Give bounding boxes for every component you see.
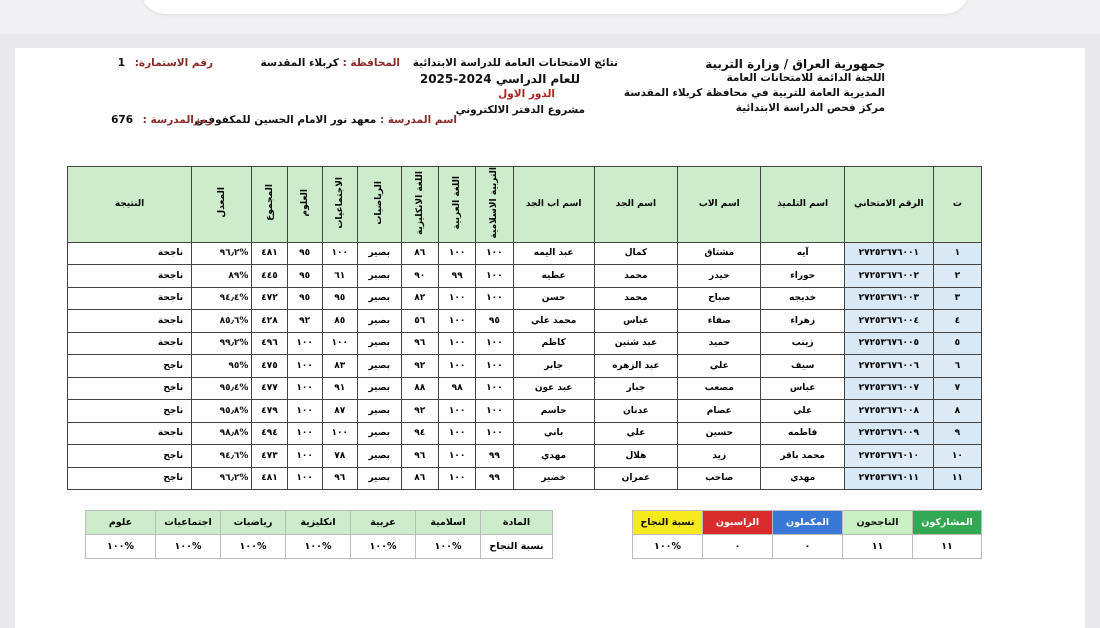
cell-math: بصير: [357, 287, 401, 310]
cell-total: ٤٧٧: [252, 377, 287, 400]
cell-islamic: ١٠٠: [476, 287, 513, 310]
cell-english: ٩٦: [401, 445, 438, 468]
school-code-label: رمزالمدرسة :: [142, 114, 213, 126]
cell-arabic: ٩٨: [438, 377, 475, 400]
cell-great-grandfather-name: جابر: [513, 355, 594, 378]
cell-grandfather-name: عمران: [594, 467, 677, 490]
province-field: [260, 57, 400, 69]
cell-total: ٤٢٨: [252, 310, 287, 333]
cell-math: بصير: [357, 400, 401, 423]
cell-total: ٤٧٣: [252, 445, 287, 468]
cell-islamic: ١٠٠: [476, 400, 513, 423]
cell-math: بصير: [357, 265, 401, 288]
cell-great-grandfather-name: جاسم: [513, 400, 594, 423]
cell-father-name: عصام: [678, 400, 761, 423]
cell-father-name: مشتاق: [678, 242, 761, 265]
cell-social: ٨٥: [322, 310, 357, 333]
cell-grandfather-name: جبار: [594, 377, 677, 400]
subject-summary-header-row: [86, 511, 553, 535]
cell-result: ناجحة: [68, 242, 192, 265]
browser-top-bar: [0, 0, 1100, 34]
rate-math: %١٠٠: [221, 535, 286, 559]
header-round: الدور الاول: [498, 88, 555, 100]
cell-student-name: زينب: [761, 332, 844, 355]
cell-student-name: عباس: [761, 377, 844, 400]
col-header-english: [401, 167, 438, 243]
table-row: [68, 310, 982, 333]
cell-arabic: ١٠٠: [438, 400, 475, 423]
cell-grandfather-name: هلال: [594, 445, 677, 468]
cell-student-name: آيه: [761, 242, 844, 265]
col-header-english-text: اللغة الانكليزية: [414, 170, 425, 235]
school-label: اسم المدرسة :: [379, 114, 457, 126]
participants-header: المشاركون: [913, 511, 982, 535]
cell-grandfather-name: عدنان: [594, 400, 677, 423]
table-row: [68, 445, 982, 468]
cell-arabic: ١٠٠: [438, 242, 475, 265]
cell-exam-number: ٢٧٢٥٣٦٧٦٠٠٤: [844, 310, 933, 333]
cell-arabic: ١٠٠: [438, 332, 475, 355]
col-header-science: [287, 167, 322, 243]
cell-social: ٦١: [322, 265, 357, 288]
cell-arabic: ١٠٠: [438, 310, 475, 333]
cell-total: ٤٧٩: [252, 400, 287, 423]
cell-grandfather-name: محمد: [594, 287, 677, 310]
cell-result: ناجح: [68, 445, 192, 468]
header-year: للعام الدراسي 2024-2025: [419, 72, 580, 86]
failed-value: ٠: [703, 535, 773, 559]
cell-english: ٨٨: [401, 377, 438, 400]
cell-science: ١٠٠: [287, 467, 322, 490]
cell-father-name: صاحب: [678, 467, 761, 490]
cell-math: بصير: [357, 242, 401, 265]
cell-average: %٨٩: [192, 265, 252, 288]
cell-index: ٧: [933, 377, 981, 400]
cell-total: ٤٧٢: [252, 287, 287, 310]
cell-great-grandfather-name: مهدي: [513, 445, 594, 468]
cell-social: ٩١: [322, 377, 357, 400]
form-number-field: [118, 57, 213, 69]
col-header-science-text: العلوم: [299, 189, 310, 217]
cell-exam-number: ٢٧٢٥٣٦٧٦٠٠٥: [844, 332, 933, 355]
cell-result: ناجح: [68, 467, 192, 490]
cell-exam-number: ٢٧٢٥٣٦٧٦٠٠٣: [844, 287, 933, 310]
cell-science: ٩٥: [287, 287, 322, 310]
cell-average: %٩٩٫٢: [192, 332, 252, 355]
cell-index: ٥: [933, 332, 981, 355]
cell-science: ١٠٠: [287, 355, 322, 378]
cell-arabic: ١٠٠: [438, 445, 475, 468]
cell-social: ١٠٠: [322, 422, 357, 445]
rate-islamic: %١٠٠: [416, 535, 481, 559]
subject-social: اجتماعيات: [156, 511, 221, 535]
pass-summary-header-row: [633, 511, 982, 535]
cell-science: ٩٢: [287, 310, 322, 333]
cell-index: ١١: [933, 467, 981, 490]
cell-math: بصير: [357, 377, 401, 400]
cell-student-name: محمد باقر: [761, 445, 844, 468]
cell-math: بصير: [357, 332, 401, 355]
subject-science: علوم: [86, 511, 156, 535]
pass-summary-value-row: [633, 535, 982, 559]
cell-average: %٩٨٫٨: [192, 422, 252, 445]
province-label: المحافظة :: [342, 57, 400, 69]
results-body: [68, 242, 982, 490]
cell-exam-number: ٢٧٢٥٣٦٧٦٠٠٩: [844, 422, 933, 445]
cell-average: %٨٥٫٦: [192, 310, 252, 333]
cell-total: ٤٩٦: [252, 332, 287, 355]
cell-father-name: علي: [678, 355, 761, 378]
cell-great-grandfather-name: كاظم: [513, 332, 594, 355]
cell-result: ناجح: [68, 377, 192, 400]
col-header-father-name: اسم الاب: [678, 167, 761, 243]
col-header-social: [322, 167, 357, 243]
cell-result: ناجح: [68, 400, 192, 423]
header-ministry: جمهورية العراق / وزارة التربية: [705, 57, 885, 71]
cell-great-grandfather-name: عبد اليمه: [513, 242, 594, 265]
table-row: [68, 400, 982, 423]
cell-grandfather-name: عبد شنين: [594, 332, 677, 355]
cell-average: %٩٥٫٨: [192, 400, 252, 423]
cell-english: ٥٦: [401, 310, 438, 333]
cell-student-name: زهراء: [761, 310, 844, 333]
cell-grandfather-name: كمال: [594, 242, 677, 265]
subject-math: رياضيات: [221, 511, 286, 535]
col-header-student-name: اسم التلميذ: [761, 167, 844, 243]
cell-math: بصير: [357, 422, 401, 445]
cell-index: ٤: [933, 310, 981, 333]
col-header-index: ت: [933, 167, 981, 243]
cell-average: %٩٦٫٢: [192, 242, 252, 265]
cell-english: ٨٦: [401, 467, 438, 490]
col-header-exam-number: الرقم الامتحاني: [844, 167, 933, 243]
cell-english: ٩٤: [401, 422, 438, 445]
header-committee: اللجنة الدائمة للامتحانات العامة: [726, 72, 885, 84]
cell-islamic: ١٠٠: [476, 422, 513, 445]
passed-value: ١١: [843, 535, 913, 559]
subject-summary-table: [85, 510, 553, 559]
cell-total: ٤٨١: [252, 242, 287, 265]
cell-father-name: زيد: [678, 445, 761, 468]
cell-index: ٨: [933, 400, 981, 423]
cell-grandfather-name: عبد الزهره: [594, 355, 677, 378]
cell-science: ١٠٠: [287, 422, 322, 445]
cell-exam-number: ٢٧٢٥٣٦٧٦٠١١: [844, 467, 933, 490]
cell-great-grandfather-name: عبد عون: [513, 377, 594, 400]
pass-rate-value: %١٠٠: [633, 535, 703, 559]
col-header-islamic-text: التربية الاسلامية: [489, 167, 500, 239]
cell-great-grandfather-name: باني: [513, 422, 594, 445]
table-row: [68, 332, 982, 355]
school-value: معهد نور الامام الحسين للمكفوفين: [194, 114, 377, 126]
rate-english: %١٠٠: [286, 535, 351, 559]
col-header-social-text: الاجتماعيات: [334, 176, 345, 229]
cell-exam-number: ٢٧٢٥٣٦٧٦٠٠٦: [844, 355, 933, 378]
col-header-total: [252, 167, 287, 243]
table-row: [68, 287, 982, 310]
cell-islamic: ١٠٠: [476, 377, 513, 400]
cell-social: ٩٦: [322, 467, 357, 490]
cell-grandfather-name: علي: [594, 422, 677, 445]
subject-header-label: المادة: [481, 511, 553, 535]
results-header-row: [68, 167, 982, 243]
school-code-value: 676: [111, 114, 134, 126]
supplementary-header: المكملون: [773, 511, 843, 535]
cell-result: ناجحة: [68, 265, 192, 288]
rate-science: %١٠٠: [86, 535, 156, 559]
table-row: [68, 377, 982, 400]
cell-father-name: صفاء: [678, 310, 761, 333]
cell-islamic: ٩٩: [476, 467, 513, 490]
cell-index: ١٠: [933, 445, 981, 468]
subject-english: انكليزية: [286, 511, 351, 535]
cell-student-name: فاطمه: [761, 422, 844, 445]
col-header-arabic: [438, 167, 475, 243]
cell-islamic: ٩٥: [476, 310, 513, 333]
header-center: مركز فحص الدراسة الابتدائية: [735, 102, 885, 114]
cell-islamic: ١٠٠: [476, 355, 513, 378]
table-row: [68, 265, 982, 288]
pass-rate-header: نسبة النجاح: [633, 511, 703, 535]
cell-index: ٩: [933, 422, 981, 445]
cell-exam-number: ٢٧٢٥٣٦٧٦٠٠٨: [844, 400, 933, 423]
cell-grandfather-name: محمد: [594, 265, 677, 288]
school-code-field: [111, 114, 213, 126]
participants-value: ١١: [913, 535, 982, 559]
results-sheet: [15, 48, 1085, 628]
subject-summary-rate-row: [86, 535, 553, 559]
form-number-value: 1: [117, 57, 126, 69]
cell-average: %٩٤٫٤: [192, 287, 252, 310]
cell-social: ٨٧: [322, 400, 357, 423]
cell-father-name: صباح: [678, 287, 761, 310]
cell-english: ٩٢: [401, 355, 438, 378]
cell-science: ١٠٠: [287, 400, 322, 423]
cell-social: ١٠٠: [322, 332, 357, 355]
passed-header: الناجحون: [843, 511, 913, 535]
cell-total: ٤٩٤: [252, 422, 287, 445]
cell-average: %٩٥٫٤: [192, 377, 252, 400]
cell-index: ٦: [933, 355, 981, 378]
school-field: [194, 114, 457, 126]
cell-arabic: ١٠٠: [438, 467, 475, 490]
failed-header: الراسبون: [703, 511, 773, 535]
cell-islamic: ١٠٠: [476, 332, 513, 355]
table-row: [68, 467, 982, 490]
cell-arabic: ٩٩: [438, 265, 475, 288]
cell-average: %٩٥: [192, 355, 252, 378]
rate-arabic: %١٠٠: [351, 535, 416, 559]
col-header-average-text: المعدل: [216, 187, 227, 219]
cell-result: ناجحة: [68, 422, 192, 445]
cell-total: ٤٧٥: [252, 355, 287, 378]
cell-exam-number: ٢٧٢٥٣٦٧٦٠٠٧: [844, 377, 933, 400]
col-header-great-grandfather-name: اسم اب الجد: [513, 167, 594, 243]
cell-great-grandfather-name: عطيه: [513, 265, 594, 288]
cell-great-grandfather-name: حسن: [513, 287, 594, 310]
cell-result: ناجحة: [68, 332, 192, 355]
cell-english: ٩٠: [401, 265, 438, 288]
col-header-math-text: الرياضيات: [374, 180, 385, 225]
col-header-average: [192, 167, 252, 243]
cell-student-name: خديجه: [761, 287, 844, 310]
col-header-total-text: المجموع: [264, 184, 275, 222]
cell-index: ٢: [933, 265, 981, 288]
cell-english: ٨٢: [401, 287, 438, 310]
cell-exam-number: ٢٧٢٥٣٦٧٦٠٠١: [844, 242, 933, 265]
cell-result: ناجحة: [68, 287, 192, 310]
cell-index: ١: [933, 242, 981, 265]
cell-english: ٩٢: [401, 400, 438, 423]
cell-result: ناجحة: [68, 310, 192, 333]
results-table: [67, 166, 982, 490]
cell-grandfather-name: عباس: [594, 310, 677, 333]
cell-arabic: ١٠٠: [438, 287, 475, 310]
province-value: كربلاء المقدسة: [260, 57, 339, 69]
cell-arabic: ١٠٠: [438, 422, 475, 445]
cell-social: ٨٣: [322, 355, 357, 378]
rate-social: %١٠٠: [156, 535, 221, 559]
cell-social: ٧٨: [322, 445, 357, 468]
header-directorate: المديرية العامة للتربية في محافظة كربلاء المقدسة: [623, 87, 885, 99]
cell-total: ٤٨١: [252, 467, 287, 490]
cell-average: %٩٤٫٦: [192, 445, 252, 468]
cell-great-grandfather-name: خضير: [513, 467, 594, 490]
cell-english: ٨٦: [401, 242, 438, 265]
cell-average: %٩٦٫٢: [192, 467, 252, 490]
cell-great-grandfather-name: محمد علي: [513, 310, 594, 333]
col-header-math: [357, 167, 401, 243]
cell-result: ناجح: [68, 355, 192, 378]
cell-math: بصير: [357, 445, 401, 468]
cell-father-name: حسين: [678, 422, 761, 445]
address-pill[interactable]: [140, 0, 970, 14]
cell-english: ٩٦: [401, 332, 438, 355]
cell-student-name: حوراء: [761, 265, 844, 288]
col-header-arabic-text: اللغة العربية: [452, 176, 463, 230]
table-row: [68, 355, 982, 378]
subject-arabic: عربية: [351, 511, 416, 535]
form-number-label: رقم الاستمارة:: [134, 57, 213, 69]
cell-father-name: حميد: [678, 332, 761, 355]
supplementary-value: ٠: [773, 535, 843, 559]
cell-father-name: حيدر: [678, 265, 761, 288]
cell-student-name: سيف: [761, 355, 844, 378]
cell-math: بصير: [357, 355, 401, 378]
cell-index: ٣: [933, 287, 981, 310]
header-project: مشروع الدفتر الالكتروني: [455, 104, 585, 116]
cell-total: ٤٤٥: [252, 265, 287, 288]
cell-science: ١٠٠: [287, 332, 322, 355]
subject-islamic: اسلامية: [416, 511, 481, 535]
cell-exam-number: ٢٧٢٥٣٦٧٦٠٠٢: [844, 265, 933, 288]
cell-math: بصير: [357, 467, 401, 490]
cell-science: ١٠٠: [287, 377, 322, 400]
table-row: [68, 242, 982, 265]
pass-summary-table: [632, 510, 982, 559]
cell-islamic: ٩٩: [476, 445, 513, 468]
col-header-grandfather-name: اسم الجد: [594, 167, 677, 243]
cell-islamic: ١٠٠: [476, 265, 513, 288]
cell-math: بصير: [357, 310, 401, 333]
cell-arabic: ١٠٠: [438, 355, 475, 378]
cell-science: ٩٥: [287, 265, 322, 288]
cell-science: ١٠٠: [287, 445, 322, 468]
cell-father-name: مصعب: [678, 377, 761, 400]
subject-rate-label: نسبة النجاح: [481, 535, 553, 559]
cell-student-name: مهدي: [761, 467, 844, 490]
cell-social: ١٠٠: [322, 242, 357, 265]
header-title: نتائج الامتحانات العامة للدراسة الابتدائية: [412, 57, 618, 69]
cell-student-name: علي: [761, 400, 844, 423]
cell-science: ٩٥: [287, 242, 322, 265]
col-header-islamic: [476, 167, 513, 243]
cell-social: ٩٥: [322, 287, 357, 310]
cell-exam-number: ٢٧٢٥٣٦٧٦٠١٠: [844, 445, 933, 468]
cell-islamic: ١٠٠: [476, 242, 513, 265]
table-row: [68, 422, 982, 445]
col-header-result: النتيجة: [68, 167, 192, 243]
